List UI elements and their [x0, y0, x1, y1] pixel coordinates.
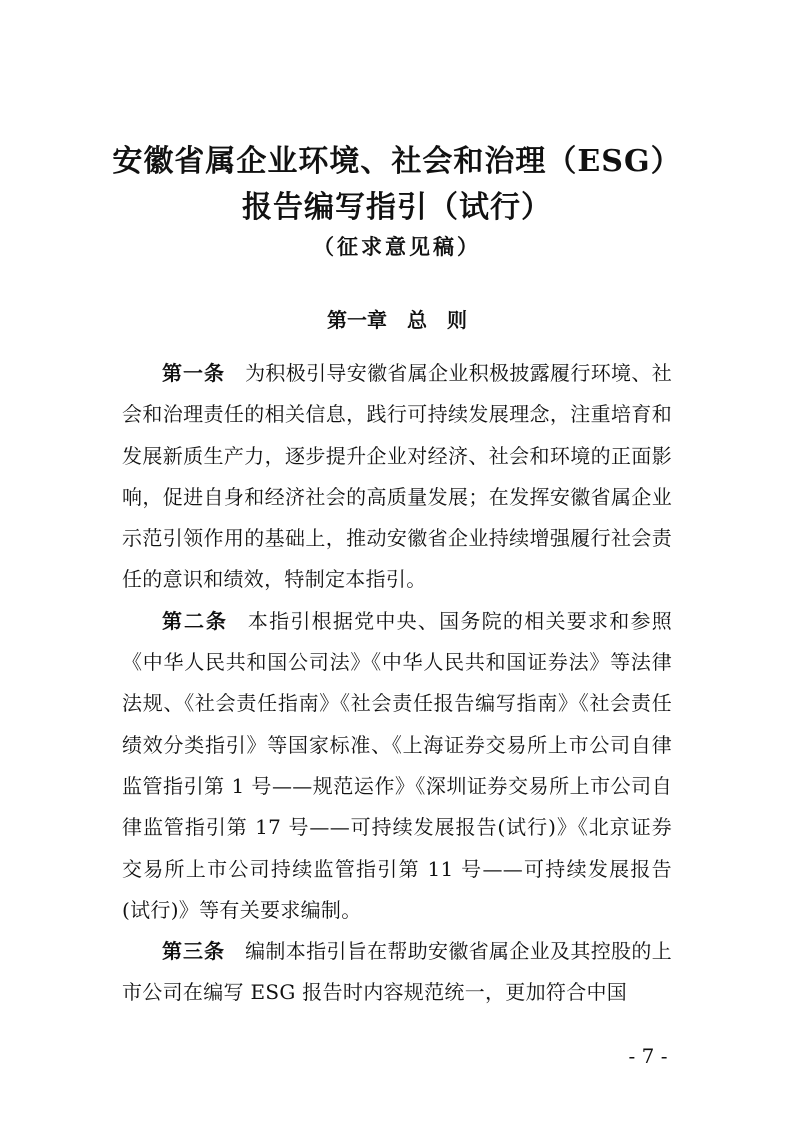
document-body [122, 353, 672, 1014]
article-paragraph [122, 353, 672, 601]
article-text: 为积极引导安徽省属企业积极披露履行环境、社会和治理责任的相关信息，践行可持续发展理念，注重培育和发展新质生产力，逐步提升企业对经济、社会和环境的正面影响，促进自身和经济社会的高质量发展；在发挥安徽省属企业示范引领作用的基础上，推动安徽省企业持续增强履行社会责任的意识和绩效，特制定本指引。 [122, 361, 672, 592]
article-text: 本指引根据党中央、国务院的相关要求和参照《中华人民共和国公司法》《中华人民共和国证券法》等法律法规、《社会责任指南》《社会责任报告编写指南》《社会责任绩效分类指引》等国家标准、《上海证券交易所上市公司自律监管指引第 1 号——规范运作》《深圳证券交易所上市公司自律监管指引第 17 号——可持续发展报告(试行)》《北京证券交易所上市公司持续监管指引第 11 号——可持续发展报告(试行)》等有关要求编制。 [122, 608, 673, 922]
document-title-line-1: 安徽省属企业环境、社会和治理（ESG） [112, 144, 682, 179]
article-label: 第一条 [162, 361, 226, 385]
document-title-line-2: 报告编写指引（试行） [242, 190, 552, 225]
document-subtitle: （征求意见稿） [313, 234, 481, 259]
page-number: - 7 - [628, 1044, 668, 1068]
article-paragraph [122, 931, 672, 1014]
article-text: 编制本指引旨在帮助安徽省属企业及其控股的上市公司在编写 ESG 报告时内容规范统一，更加符合中国 [122, 939, 672, 1005]
article-label: 第二条 [162, 608, 228, 633]
article-label: 第三条 [162, 939, 226, 964]
chapter-heading: 第一章 总 则 [327, 308, 467, 332]
article-paragraph [122, 601, 672, 931]
